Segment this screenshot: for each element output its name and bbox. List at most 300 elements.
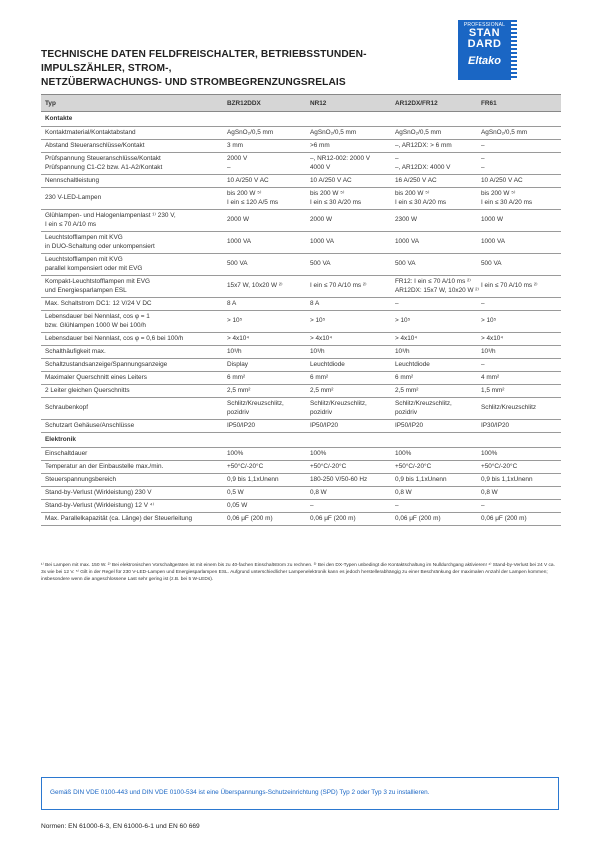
value-cell (306, 420, 391, 433)
cell-line: 10³/h (227, 347, 242, 355)
value-cell (223, 254, 306, 276)
cell-line: > 4x10⁴ (481, 334, 504, 342)
row-label-cell (41, 232, 223, 254)
value-cell (477, 333, 561, 346)
value-cell (391, 232, 477, 254)
table-row (41, 346, 561, 359)
cell-line: 500 VA (395, 260, 416, 268)
cell-line: – (395, 155, 399, 162)
value-cell (391, 500, 477, 513)
cell-line: AgSnO₂/0,5 mm (395, 128, 442, 136)
value-cell (391, 513, 477, 526)
cell-line: 6 mm² (310, 373, 329, 381)
row-label-cell (41, 385, 223, 398)
spd-note-text: Gemäß DIN VDE 0100-443 und DIN VDE 0100-534 ist eine Überspannungs-Schutzeinrichtung (SPD) Typ 2 oder Typ 3 zu installieren. (50, 789, 430, 796)
cell-line: 500 VA (310, 260, 331, 268)
cell-line: Leuchtstofflampen mit KVG (45, 234, 123, 241)
page-title-line1: TECHNISCHE DATEN FELDFREISCHALTER, BETRIEBSSTUNDEN-IMPULSZÄHLER, STROM-, (41, 49, 367, 74)
value-cell (477, 461, 561, 474)
value-cell (391, 359, 477, 372)
value-cell (306, 232, 391, 254)
value-cell (477, 359, 561, 372)
value-cell (223, 276, 306, 298)
value-cell (306, 398, 391, 420)
cell-line: 6 mm² (227, 373, 246, 381)
cell-line: Display (227, 360, 248, 368)
row-label-cell (41, 210, 223, 232)
cell-line: 100% (481, 449, 498, 457)
table-row (41, 311, 561, 333)
cell-line: 1000 VA (310, 238, 335, 246)
cell-line: – (310, 501, 314, 509)
header-fr61: FR61 (477, 95, 561, 112)
cell-line: – (481, 501, 485, 509)
cell-line: 2,5 mm² (395, 386, 419, 394)
cell-line: I ein ≤ 70 A/10 ms (45, 220, 97, 228)
table-row (41, 210, 561, 232)
row-label-cell (41, 276, 223, 298)
spd-note-box (41, 777, 559, 810)
cell-line: 6 mm² (395, 373, 414, 381)
cell-line: 100% (310, 449, 327, 457)
value-cell (223, 298, 306, 311)
cell-line: 0,8 W (310, 488, 327, 496)
cell-line: Schraubenkopf (45, 404, 88, 412)
cell-line: >6 mm (310, 141, 330, 149)
cell-line: 2,5 mm² (227, 386, 251, 394)
value-cell (477, 448, 561, 461)
value-cell (391, 420, 477, 433)
value-cell (223, 500, 306, 513)
cell-line: AgSnO₂/0,5 mm (227, 128, 274, 136)
cell-line: – (481, 141, 485, 149)
cell-line: bis 200 W ⁵⁾ (227, 190, 262, 197)
table-row (41, 474, 561, 487)
cell-line: Schlitz/Kreuzschlitz, (310, 400, 367, 407)
row-label-cell (41, 474, 223, 487)
row-label-cell (41, 420, 223, 433)
cell-line: Leuchtstofflampen mit KVG (45, 256, 123, 263)
cell-line: Lebensdauer bei Nennlast, cos φ = 0,6 bei 100/h (45, 334, 184, 342)
footnotes: ¹⁾ Bei Lampen mit max. 150 W. ²⁾ Bei elektronischen Vorschaltgeräten ist mit einem bis zu 40-fachen Einschaltstrom zu rechnen. ³⁾ Bei den DX-Typen unbedingt die Kontaktschaltung im Nulldurchgang aktivieren! ⁴⁾ Stand-by-Verlust bei 24 V ca. 3x wie bei 12 V. ⁵⁾ Gilt in der Regel für 230 V-LED-Lampen und Energiesparlampen ESL. Aufgrund unterschiedlicher Lampenelektronik kann es jedoch herstellerabhängig zu einer Beschränkung der maximalen Anzahl der Lampen kommen; insbesondere wenn die angeschlossene Last sehr gering ist (z.B. bei 5 W-LEDs). (41, 563, 555, 582)
cell-line: Lebensdauer bei Nennlast, cos φ = 1 (45, 313, 150, 320)
cell-line: Schlitz/Kreuzschlitz, (227, 400, 284, 407)
row-label-cell (41, 175, 223, 188)
value-cell (391, 398, 477, 420)
value-cell (391, 461, 477, 474)
value-cell (477, 311, 561, 333)
norms-line: Normen: EN 61000-6-3, EN 61000-6-1 und EN 60 669 (41, 823, 200, 830)
cell-line: AgSnO₂/0,5 mm (481, 128, 528, 136)
value-cell (391, 487, 477, 500)
cell-line: 10 A/250 V AC (310, 176, 352, 184)
cell-line: Schalthäufigkeit max. (45, 347, 106, 355)
value-cell (306, 276, 391, 298)
cell-line: 0,5 W (227, 488, 244, 496)
cell-line: 2 Leiter gleichen Querschnitts (45, 386, 130, 394)
cell-line: 2000 W (227, 216, 250, 224)
value-cell (391, 298, 477, 311)
value-cell (391, 254, 477, 276)
value-cell (391, 127, 477, 140)
value-cell (306, 188, 391, 210)
value-cell (223, 448, 306, 461)
row-label-cell (41, 140, 223, 153)
cell-line: 10 A/250 V AC (481, 176, 523, 184)
value-cell (391, 474, 477, 487)
table-row (41, 298, 561, 311)
cell-line: 230 V-LED-Lampen (45, 194, 102, 202)
value-cell (477, 175, 561, 188)
value-cell (477, 140, 561, 153)
value-cell (223, 359, 306, 372)
cell-line: 0,8 W (395, 488, 412, 496)
value-cell (477, 346, 561, 359)
row-label-cell (41, 398, 223, 420)
cell-line: 500 VA (227, 260, 248, 268)
value-cell (306, 513, 391, 526)
cell-line: I ein ≤ 30 A/20 ms (481, 198, 533, 206)
cell-line: IP50/IP20 (395, 421, 424, 429)
cell-line: 100% (227, 449, 244, 457)
cell-line: I ein ≤ 30 A/20 ms (310, 198, 362, 206)
row-label-cell (41, 254, 223, 276)
row-label-cell (41, 500, 223, 513)
spec-table (41, 94, 561, 526)
value-cell (477, 513, 561, 526)
value-cell (223, 127, 306, 140)
cell-line: +50°C/-20°C (310, 462, 347, 470)
table-row (41, 398, 561, 420)
cell-line: – (481, 360, 485, 368)
cell-line: Abstand Steueranschlüsse/Kontakt (45, 141, 145, 149)
table-row (41, 127, 561, 140)
cell-line: 8 A (227, 299, 237, 307)
cell-line: Glühlampen- und Halogenlampenlast ¹⁾ 230 V, (45, 212, 176, 219)
cell-line: > 10⁵ (395, 317, 411, 325)
cell-line: in DUO-Schaltung oder unkompensiert (45, 242, 155, 250)
cell-line: Leuchtdiode (395, 360, 430, 368)
value-cell (223, 474, 306, 487)
value-cell (306, 474, 391, 487)
cell-line: bis 200 W ⁵⁾ (310, 190, 345, 197)
cell-line: 2000 W (310, 216, 333, 224)
value-cell (391, 448, 477, 461)
cell-line: – (481, 299, 485, 307)
value-cell (477, 232, 561, 254)
cell-line: AR12DX: 15x7 W, 10x20 W ²⁾ (395, 286, 479, 294)
section-label: Kontakte (41, 112, 561, 127)
cell-line: 180-250 V/50-60 Hz (310, 475, 368, 483)
value-cell (306, 448, 391, 461)
value-cell (306, 359, 391, 372)
cell-line: IP50/IP20 (227, 421, 256, 429)
cell-line: 0,06 μF (200 m) (481, 514, 527, 522)
row-label-cell (41, 448, 223, 461)
cell-line: I ein ≤ 120 A/5 ms (227, 198, 279, 206)
cell-line: 2000 V (227, 155, 248, 162)
cell-line: 10 A/250 V AC (227, 176, 269, 184)
logo-stripe-decoration (511, 20, 517, 80)
cell-line: Stand-by-Verlust (Wirkleistung) 12 V ⁴⁾ (45, 501, 155, 509)
table-row (41, 175, 561, 188)
table-header-row (41, 95, 561, 112)
cell-line: pozidriv (227, 408, 250, 416)
table-row (41, 276, 561, 298)
cell-line: pozidriv (310, 408, 333, 416)
table-row (41, 372, 561, 385)
cell-line: –, NR12-002: 2000 V (310, 155, 371, 162)
cell-line: 10³/h (395, 347, 410, 355)
value-cell (223, 140, 306, 153)
cell-line: 0,06 μF (200 m) (310, 514, 356, 522)
spec-table-body (41, 112, 561, 526)
cell-line: 8 A (310, 299, 320, 307)
value-cell (306, 311, 391, 333)
cell-line: 100% (395, 449, 412, 457)
cell-line: IP30/IP20 (481, 421, 510, 429)
cell-line: und Energiesparlampen ESL (45, 286, 127, 294)
value-cell (306, 153, 391, 175)
value-cell (223, 398, 306, 420)
row-label-cell (41, 311, 223, 333)
value-cell (477, 210, 561, 232)
table-row (41, 188, 561, 210)
cell-line: parallel kompensiert oder mit EVG (45, 264, 143, 272)
value-cell (477, 276, 561, 298)
row-label-cell (41, 359, 223, 372)
value-cell (391, 346, 477, 359)
logo-standard-line1: STAN (468, 27, 501, 39)
row-label-cell (41, 153, 223, 175)
cell-line: Stand-by-Verlust (Wirkleistung) 230 V (45, 488, 152, 496)
cell-line: FR12: I ein ≤ 70 A/10 ms ²⁾ (395, 278, 471, 285)
value-cell (223, 513, 306, 526)
value-cell (477, 372, 561, 385)
cell-line: Maximaler Querschnitt eines Leiters (45, 373, 147, 381)
cell-line: 0,05 W (227, 501, 248, 509)
header-ar12dx-fr12: AR12DX/FR12 (391, 95, 477, 112)
cell-line: 1000 VA (481, 238, 506, 246)
value-cell (477, 420, 561, 433)
value-cell (477, 188, 561, 210)
table-row (41, 461, 561, 474)
value-cell (306, 372, 391, 385)
cell-line: 2300 W (395, 216, 418, 224)
table-row (41, 254, 561, 276)
cell-line: +50°C/-20°C (481, 462, 518, 470)
cell-line: 0,9 bis 1,1xUnenn (481, 475, 533, 483)
table-row (41, 500, 561, 513)
cell-line: 1000 W (481, 216, 504, 224)
value-cell (223, 311, 306, 333)
cell-line: 10³/h (310, 347, 325, 355)
section-row (41, 112, 561, 127)
value-cell (223, 232, 306, 254)
value-cell (306, 461, 391, 474)
row-label-cell (41, 127, 223, 140)
value-cell (391, 153, 477, 175)
value-cell (223, 210, 306, 232)
value-cell (391, 372, 477, 385)
cell-line: 1000 VA (227, 238, 252, 246)
cell-line: 4 mm² (481, 373, 500, 381)
value-cell (306, 254, 391, 276)
section-row (41, 433, 561, 448)
table-row (41, 232, 561, 254)
value-cell (306, 346, 391, 359)
cell-line: IP50/IP20 (310, 421, 339, 429)
cell-line: +50°C/-20°C (227, 462, 264, 470)
cell-line: 0,06 μF (200 m) (395, 514, 441, 522)
header-type: Typ (41, 95, 223, 112)
header-bzr12ddx: BZR12DDX (223, 95, 306, 112)
row-label-cell (41, 461, 223, 474)
cell-line: > 10⁵ (481, 317, 497, 325)
value-cell (223, 153, 306, 175)
row-label-cell (41, 188, 223, 210)
cell-line: > 4x10⁴ (310, 334, 333, 342)
value-cell (391, 210, 477, 232)
row-label-cell (41, 346, 223, 359)
cell-line: Temperatur an der Einbaustelle max./min. (45, 462, 164, 470)
value-cell (391, 188, 477, 210)
section-label: Elektronik (41, 433, 561, 448)
cell-line: 1,5 mm² (481, 386, 505, 394)
value-cell (223, 385, 306, 398)
cell-line: 0,06 μF (200 m) (227, 514, 273, 522)
cell-line: > 4x10⁴ (227, 334, 250, 342)
cell-line: 0,9 bis 1,1xUnenn (395, 475, 447, 483)
cell-line: 1000 VA (395, 238, 420, 246)
cell-line: – (395, 299, 399, 307)
value-cell (391, 276, 477, 298)
cell-line: –, AR12DX: 4000 V (395, 163, 451, 171)
cell-line: Einschaltdauer (45, 449, 88, 457)
cell-line: Schaltzustandsanzeige/Spannungsanzeige (45, 360, 168, 368)
value-cell (223, 333, 306, 346)
value-cell (477, 127, 561, 140)
value-cell (223, 487, 306, 500)
cell-line: – (481, 163, 485, 171)
cell-line: bis 200 W ⁵⁾ (481, 190, 516, 197)
cell-line: – (395, 501, 399, 509)
cell-line: 0,8 W (481, 488, 498, 496)
value-cell (306, 385, 391, 398)
cell-line: 16 A/250 V AC (395, 176, 437, 184)
cell-line: – (481, 155, 485, 162)
table-row (41, 333, 561, 346)
value-cell (391, 385, 477, 398)
cell-line: Steuerspannungsbereich (45, 475, 117, 483)
cell-line: Kontaktmaterial/Kontaktabstand (45, 128, 136, 136)
cell-line: AgSnO₂/0,5 mm (310, 128, 357, 136)
cell-line: Leuchtdiode (310, 360, 345, 368)
cell-line: – (227, 163, 231, 171)
value-cell (223, 420, 306, 433)
value-cell (223, 346, 306, 359)
row-label-cell (41, 333, 223, 346)
value-cell (477, 474, 561, 487)
cell-line: 3 mm (227, 141, 243, 149)
cell-line: > 4x10⁴ (395, 334, 418, 342)
table-row (41, 153, 561, 175)
value-cell (391, 311, 477, 333)
cell-line: 10³/h (481, 347, 496, 355)
value-cell (306, 175, 391, 188)
table-row (41, 140, 561, 153)
table-row (41, 359, 561, 372)
cell-line: –, AR12DX: > 6 mm (395, 141, 452, 149)
value-cell (306, 298, 391, 311)
value-cell (477, 385, 561, 398)
value-cell (306, 140, 391, 153)
value-cell (477, 487, 561, 500)
page-title (41, 48, 441, 90)
value-cell (477, 398, 561, 420)
value-cell (306, 210, 391, 232)
cell-line: pozidriv (395, 408, 418, 416)
row-label-cell (41, 513, 223, 526)
value-cell (223, 372, 306, 385)
brand-logo (458, 20, 511, 80)
cell-line: Schutzart Gehäuse/Anschlüsse (45, 421, 135, 429)
cell-line: I ein ≤ 70 A/10 ms ²⁾ (310, 282, 367, 290)
row-label-cell (41, 487, 223, 500)
table-row (41, 385, 561, 398)
cell-line: 15x7 W, 10x20 W ²⁾ (227, 282, 283, 290)
cell-line: 0,9 bis 1,1xUnenn (227, 475, 279, 483)
cell-line: I ein ≤ 70 A/10 ms ²⁾ (481, 282, 538, 290)
value-cell (223, 461, 306, 474)
value-cell (477, 254, 561, 276)
page-title-line2: NETZÜBERWACHUNGS- UND STROMBEGRENZUNGSRELAIS (41, 77, 346, 88)
cell-line: bis 200 W ⁵⁾ (395, 190, 430, 197)
cell-line: Prüfspannung C1-C2 bzw. A1-A2/Kontakt (45, 163, 163, 171)
cell-line: 4000 V (310, 163, 331, 171)
cell-line: I ein ≤ 30 A/20 ms (395, 198, 447, 206)
value-cell (306, 500, 391, 513)
row-label-cell (41, 298, 223, 311)
value-cell (306, 127, 391, 140)
table-row (41, 487, 561, 500)
logo-standard-line2: DARD (467, 38, 502, 50)
cell-line: Max. Schaltstrom DC1: 12 V/24 V DC (45, 299, 152, 307)
table-row (41, 448, 561, 461)
value-cell (223, 175, 306, 188)
cell-line: bzw. Glühlampen 1000 W bei 100/h (45, 321, 146, 329)
value-cell (306, 487, 391, 500)
cell-line: Max. Parallelkapazität (ca. Länge) der Steuerleitung (45, 514, 193, 522)
cell-line: +50°C/-20°C (395, 462, 432, 470)
table-row (41, 420, 561, 433)
cell-line: Nennschaltleistung (45, 176, 99, 184)
cell-line: Schlitz/Kreuzschlitz, (395, 400, 452, 407)
cell-line: Schlitz/Kreuzschlitz (481, 404, 537, 412)
value-cell (477, 153, 561, 175)
value-cell (477, 500, 561, 513)
cell-line: 2,5 mm² (310, 386, 334, 394)
cell-line: Kompakt-Leuchtstofflampen mit EVG (45, 278, 151, 285)
cell-line: > 10⁵ (310, 317, 326, 325)
cell-line: Prüfspannung Steueranschlüsse/Kontakt (45, 155, 161, 162)
value-cell (223, 188, 306, 210)
value-cell (477, 298, 561, 311)
value-cell (391, 175, 477, 188)
cell-line: 500 VA (481, 260, 502, 268)
header-nr12: NR12 (306, 95, 391, 112)
value-cell (391, 140, 477, 153)
